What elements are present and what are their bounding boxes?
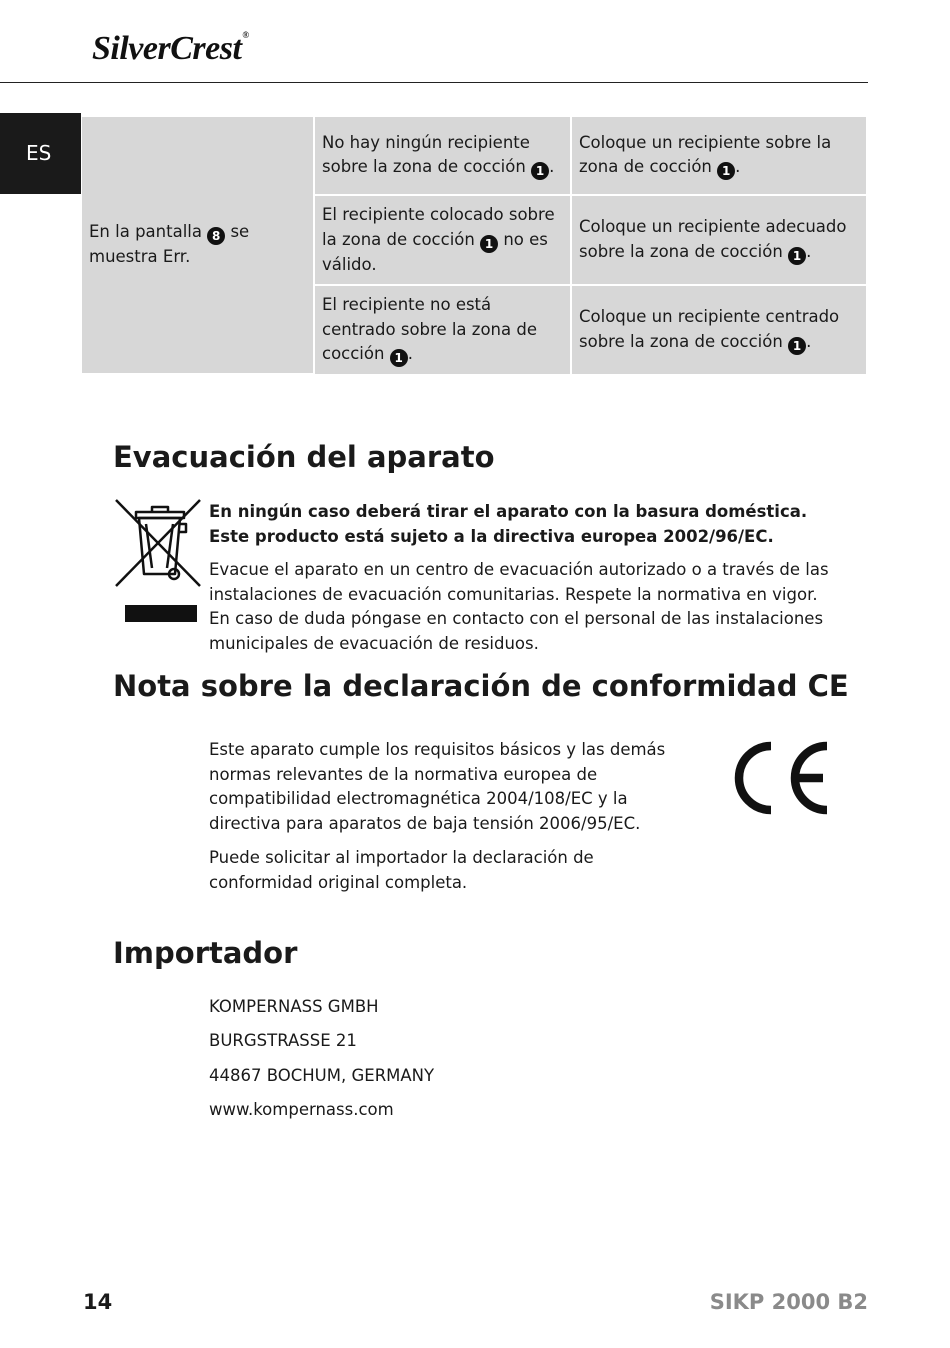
ref-badge: 1	[788, 337, 806, 355]
header-divider	[0, 82, 868, 83]
troubleshooting-table	[82, 117, 866, 375]
cause-text-end: no es válido.	[322, 229, 548, 274]
ref-badge: 1	[717, 162, 735, 180]
model-number: SIKP 2000 B2	[709, 1290, 868, 1314]
symptom-cell	[82, 117, 314, 374]
importer-city: 44867 BOCHUM, GERMANY	[209, 1066, 435, 1085]
registered-mark: ®	[242, 30, 249, 40]
solution-text-end: .	[735, 157, 741, 177]
solution-cell	[571, 195, 866, 285]
solution-cell	[571, 117, 866, 195]
page-number: 14	[83, 1290, 113, 1314]
cause-text-end: .	[549, 157, 555, 177]
cause-text: El recipiente colocado sobre la zona de cocción	[322, 205, 555, 249]
disposal-heading: Evacuación del aparato	[113, 440, 495, 474]
cause-text-end: .	[407, 344, 413, 363]
crossed-out-wheelie-bin-icon	[112, 494, 204, 624]
language-code: ES	[26, 141, 52, 165]
cause-cell	[314, 117, 571, 195]
conformity-paragraph-1: Este aparato cumple los requisitos básicos y las demás normas relevantes de la normativa europea de compatibilidad electromagnética 2004/108/EC y la directiva para aparatos de baja tensión 2006/95/EC.	[209, 740, 666, 833]
importer-heading: Importador	[113, 936, 298, 970]
symptom-text-end: se muestra Err.	[89, 222, 250, 267]
language-tab	[0, 113, 81, 194]
solution-text: Coloque un recipiente adecuado sobre la zona de cocción	[579, 217, 847, 261]
brand-logo	[92, 30, 249, 68]
ref-badge: 1	[390, 349, 408, 367]
solution-text: Coloque un recipiente centrado sobre la zona de cocción	[579, 307, 840, 351]
ref-badge: 8	[207, 227, 225, 245]
cause-text: No hay ningún recipiente sobre la zona de cocción	[322, 132, 532, 177]
cause-text: El recipiente no está centrado sobre la zona de cocción	[322, 295, 537, 363]
conformity-heading: Nota sobre la declaración de conformidad CE	[113, 669, 849, 703]
ref-badge: 1	[788, 247, 806, 265]
solution-cell	[571, 285, 866, 374]
disposal-body: Evacue el aparato en un centro de evacuación autorizado o a través de las instalaciones de evacuación comunitarias. Respete la normativa en vigor. En caso de duda póngase en contacto con el personal de las instalaciones municipales de evacuación de residuos.	[209, 560, 829, 653]
table-row	[82, 117, 866, 195]
importer-street: BURGSTRASSE 21	[209, 1031, 357, 1050]
symptom-text: En la pantalla	[89, 222, 208, 242]
cause-cell	[314, 195, 571, 285]
ref-badge: 1	[480, 235, 498, 253]
importer-company: KOMPERNASS GMBH	[209, 997, 379, 1016]
solution-text-end: .	[806, 241, 812, 261]
conformity-paragraph-2: Puede solicitar al importador la declaración de conformidad original completa.	[209, 848, 594, 892]
brand-name: SilverCrest	[92, 30, 242, 67]
ref-badge: 1	[531, 162, 549, 180]
importer-website[interactable]: www.kompernass.com	[209, 1100, 394, 1119]
disposal-warning: En ningún caso deberá tirar el aparato con la basura doméstica. Este producto está sujeto a la directiva europea 2002/96/EC.	[209, 502, 808, 546]
cause-cell	[314, 285, 571, 374]
solution-text: Coloque un recipiente sobre la zona de cocción	[579, 132, 832, 177]
ce-mark-icon	[729, 740, 833, 816]
solution-text-end: .	[806, 331, 812, 351]
